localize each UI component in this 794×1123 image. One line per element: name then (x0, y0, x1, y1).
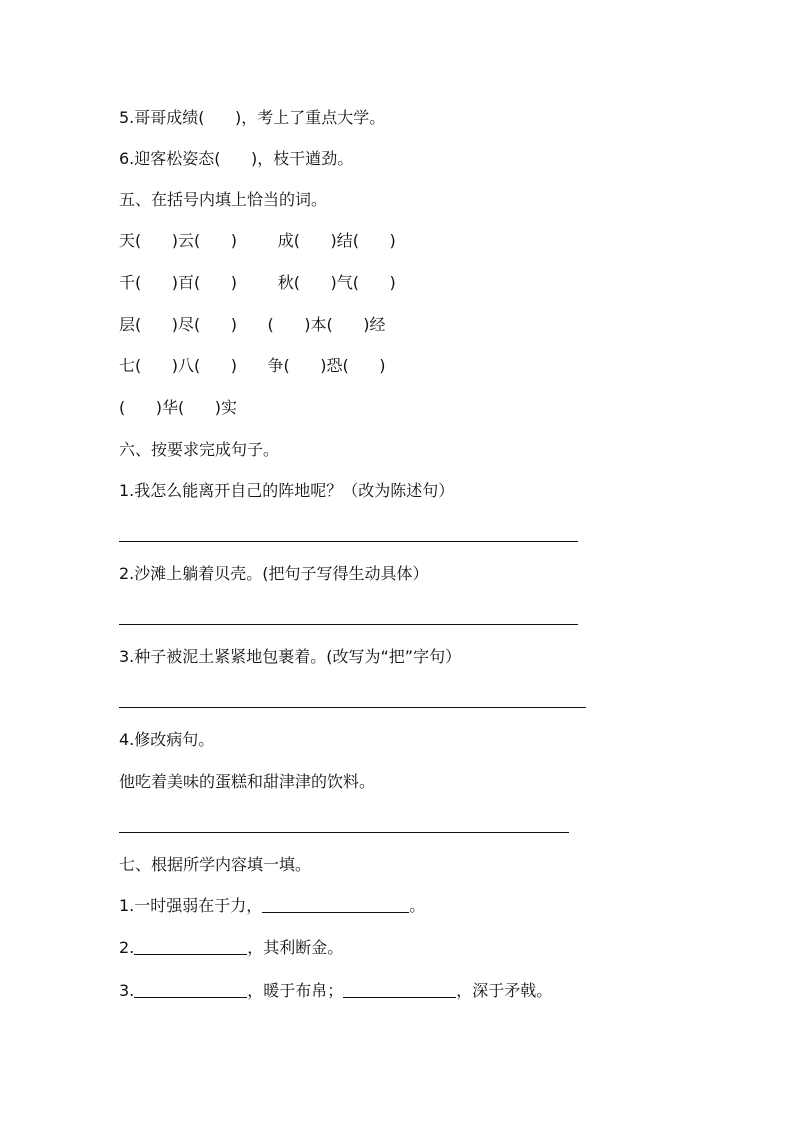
fill-blank-7-3b[interactable] (343, 983, 456, 998)
fill-blank-7-1[interactable] (262, 898, 409, 913)
faulty-sentence: 他吃着美味的蛋糕和甜津津的饮料。 (119, 772, 376, 791)
fill-blank-7-3a[interactable] (134, 983, 247, 998)
idiom-row-3: 层( )尽( ) ( )本( )经 (119, 315, 386, 334)
question-6-3: 3.种子被泥土紧紧地包裹着。(改写为“把”字句） (119, 647, 462, 666)
idiom-row-2: 千( )百( ) 秋( )气( ) (119, 273, 396, 292)
fill-blank-7-2[interactable] (134, 940, 247, 955)
section-6-heading: 六、按要求完成句子。 (119, 440, 280, 459)
question-7-1: 1.一时强弱在于力， 。 (119, 896, 426, 915)
question-6-4: 4.修改病句。 (119, 730, 215, 749)
answer-line-6-2[interactable] (119, 624, 578, 625)
answer-line-6-4[interactable] (119, 832, 569, 833)
idiom-row-5: ( )华( )实 (119, 398, 238, 417)
question-4-6: 6.迎客松姿态( )，枝干遒劲。 (119, 149, 354, 168)
answer-line-6-1[interactable] (119, 541, 578, 542)
section-5-heading: 五、在括号内填上恰当的词。 (119, 190, 328, 209)
question-4-5: 5.哥哥成绩( )，考上了重点大学。 (119, 108, 386, 127)
section-7-heading: 七、根据所学内容填一填。 (119, 855, 312, 874)
question-7-3: 3. ，暖于布帛； ，深于矛戟。 (119, 981, 553, 1000)
question-6-1: 1.我怎么能离开自己的阵地呢？（改为陈述句） (119, 481, 455, 500)
answer-line-6-3[interactable] (119, 707, 586, 708)
idiom-row-4: 七( )八( ) 争( )恐( ) (119, 356, 386, 375)
question-6-2: 2.沙滩上躺着贝壳。(把句子写得生动具体） (119, 564, 429, 583)
question-7-2: 2. ，其利断金。 (119, 938, 344, 957)
idiom-row-1: 天( )云( ) 成( )结( ) (119, 231, 396, 250)
